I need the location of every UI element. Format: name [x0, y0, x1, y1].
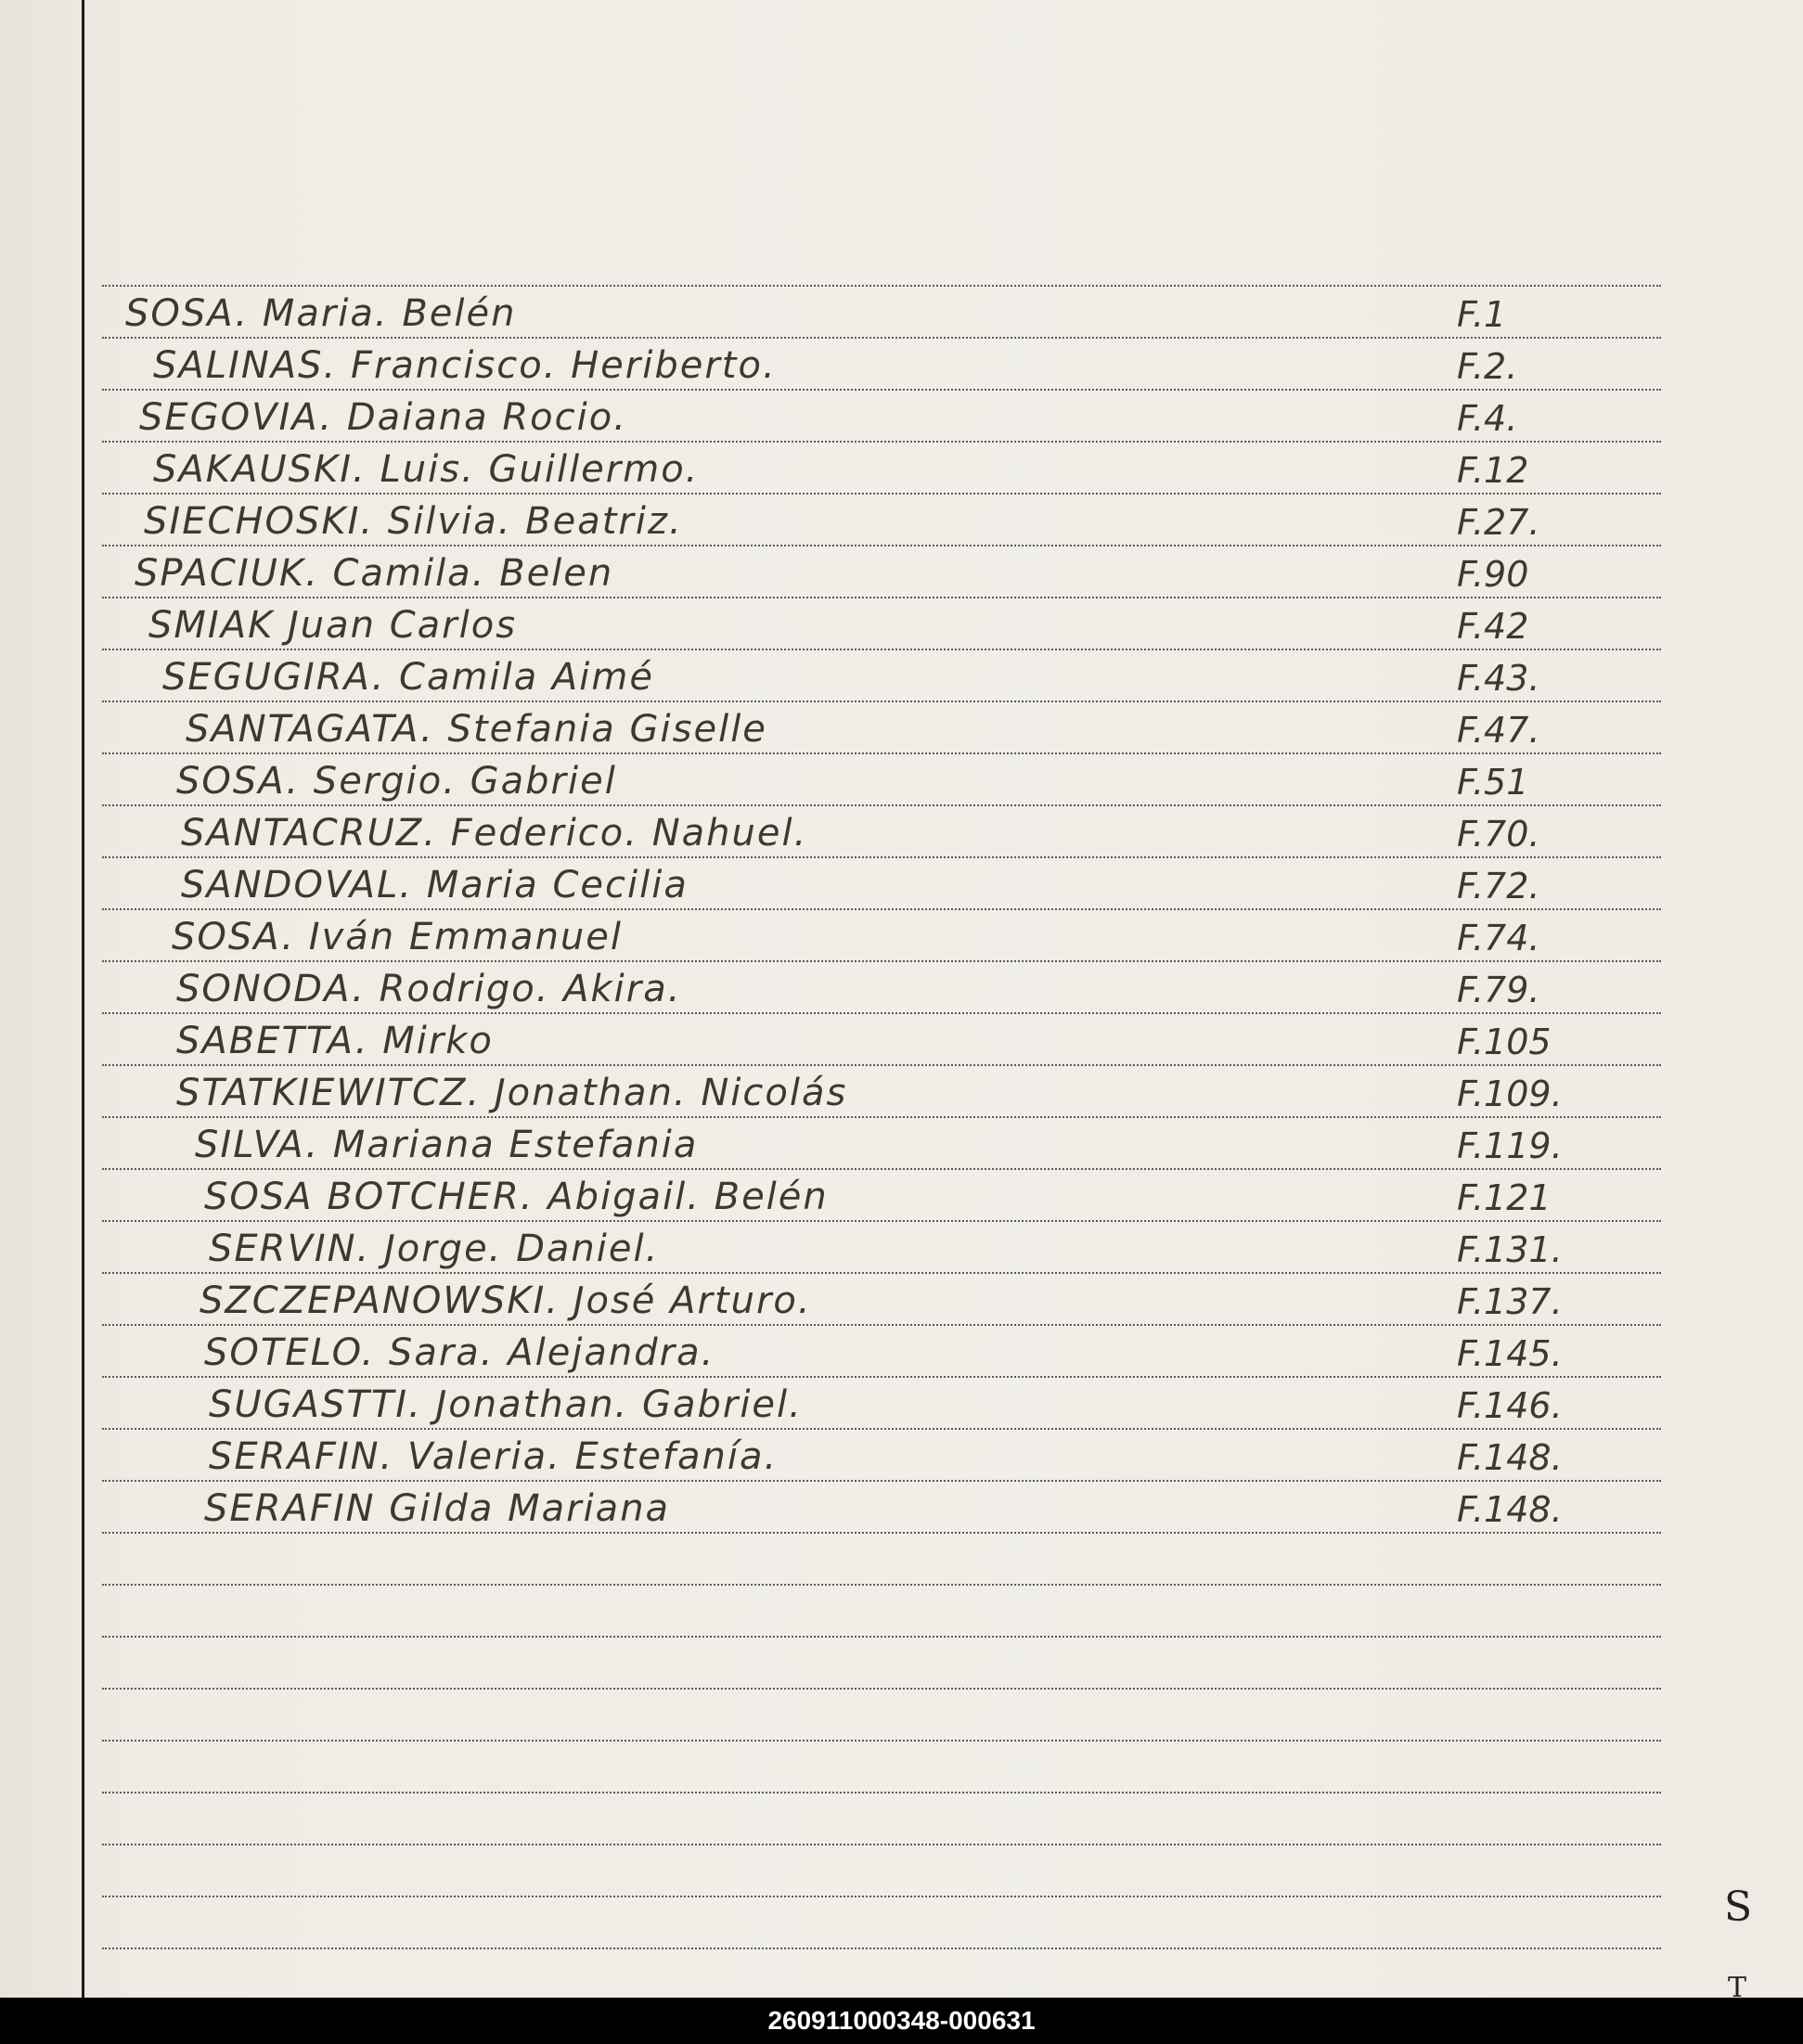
entry-name: SAKAUSKI. Luis. Guillermo. — [153, 448, 700, 491]
list-item — [0, 1376, 1803, 1428]
entry-name: SERVIN. Jorge. Daniel. — [209, 1228, 660, 1270]
entry-folio: F.146. — [1457, 1385, 1563, 1426]
entry-name: SALINAS. Francisco. Heriberto. — [153, 344, 777, 387]
list-item — [0, 752, 1803, 804]
entry-folio: F.42 — [1457, 606, 1529, 647]
list-item — [0, 1116, 1803, 1168]
entry-folio: F.70. — [1457, 814, 1540, 855]
list-item — [0, 389, 1803, 441]
entry-name: SOSA BOTCHER. Abigail. Belén — [204, 1176, 829, 1218]
list-item — [0, 701, 1803, 752]
entry-folio: F.72. — [1457, 866, 1540, 906]
entry-name: SPACIUK. Camila. Belen — [135, 552, 614, 595]
entry-folio: F.109. — [1457, 1073, 1563, 1114]
list-item — [0, 1168, 1803, 1220]
entry-folio: F.121 — [1457, 1177, 1552, 1218]
entry-name: SMIAK Juan Carlos — [148, 604, 518, 647]
entry-folio: F.119. — [1457, 1125, 1563, 1166]
entry-folio: F.74. — [1457, 918, 1540, 958]
entry-name: SOSA. Maria. Belén — [125, 292, 517, 335]
list-item — [0, 1324, 1803, 1376]
index-tab-letter-next: T — [1728, 1972, 1747, 1998]
entry-name: SZCZEPANOWSKI. José Arturo. — [200, 1279, 812, 1322]
entry-name: SOSA. Sergio. Gabriel — [176, 760, 617, 803]
footer-bar — [0, 1998, 1803, 2044]
entry-folio: F.51 — [1457, 762, 1529, 803]
list-item — [0, 337, 1803, 389]
entry-folio: F.105 — [1457, 1022, 1552, 1062]
entry-name: SABETTA. Mirko — [176, 1020, 494, 1062]
entry-folio: F.148. — [1457, 1489, 1563, 1530]
list-item — [0, 649, 1803, 701]
entry-folio: F.2. — [1457, 346, 1518, 387]
list-item — [0, 1428, 1803, 1480]
entry-name: SIECHOSKI. Silvia. Beatriz. — [144, 500, 683, 543]
list-item — [0, 493, 1803, 545]
entry-folio: F.137. — [1457, 1281, 1563, 1322]
entry-name: SERAFIN. Valeria. Estefanía. — [209, 1435, 779, 1478]
entry-name: SANDOVAL. Maria Cecilia — [181, 864, 689, 906]
list-item — [0, 1220, 1803, 1272]
entry-name: SEGUGIRA. Camila Aimé — [162, 656, 654, 699]
footer-document-id: 260911000348-000631 — [767, 2006, 1036, 2035]
entry-folio: F.148. — [1457, 1437, 1563, 1478]
entry-name: SILVA. Mariana Estefania — [195, 1124, 699, 1166]
entry-folio: F.47. — [1457, 710, 1540, 751]
list-item — [0, 597, 1803, 649]
entry-folio: F.12 — [1457, 450, 1529, 491]
entry-folio: F.1 — [1457, 294, 1507, 335]
entry-name: SERAFIN Gilda Mariana — [204, 1487, 671, 1530]
list-item — [0, 285, 1803, 337]
entry-name: SOTELO. Sara. Alejandra. — [204, 1331, 715, 1374]
entry-folio: F.145. — [1457, 1333, 1563, 1374]
entry-folio: F.27. — [1457, 502, 1540, 543]
list-item — [0, 1064, 1803, 1116]
list-item — [0, 1272, 1803, 1324]
entry-name: SANTACRUZ. Federico. Nahuel. — [181, 812, 808, 855]
entry-folio: F.79. — [1457, 970, 1540, 1010]
index-tab-letter: S — [1724, 1883, 1753, 1931]
list-item — [0, 441, 1803, 493]
list-item — [0, 960, 1803, 1012]
list-item — [0, 804, 1803, 856]
entry-name: SOSA. Iván Emmanuel — [172, 916, 623, 958]
entry-name: SANTAGATA. Stefania Giselle — [186, 708, 767, 751]
entry-name: SUGASTTI. Jonathan. Gabriel. — [209, 1383, 803, 1426]
entry-folio: F.4. — [1457, 398, 1518, 439]
list-item — [0, 545, 1803, 597]
entry-folio: F.90 — [1457, 554, 1529, 595]
entry-name: STATKIEWITCZ. Jonathan. Nicolás — [176, 1072, 848, 1114]
list-item — [0, 1012, 1803, 1064]
entry-name: SONODA. Rodrigo. Akira. — [176, 968, 682, 1010]
list-item — [0, 908, 1803, 960]
entry-name: SEGOVIA. Daiana Rocio. — [139, 396, 627, 439]
list-item — [0, 856, 1803, 908]
entry-folio: F.43. — [1457, 658, 1540, 699]
entry-folio: F.131. — [1457, 1229, 1563, 1270]
list-item — [0, 1480, 1803, 1532]
